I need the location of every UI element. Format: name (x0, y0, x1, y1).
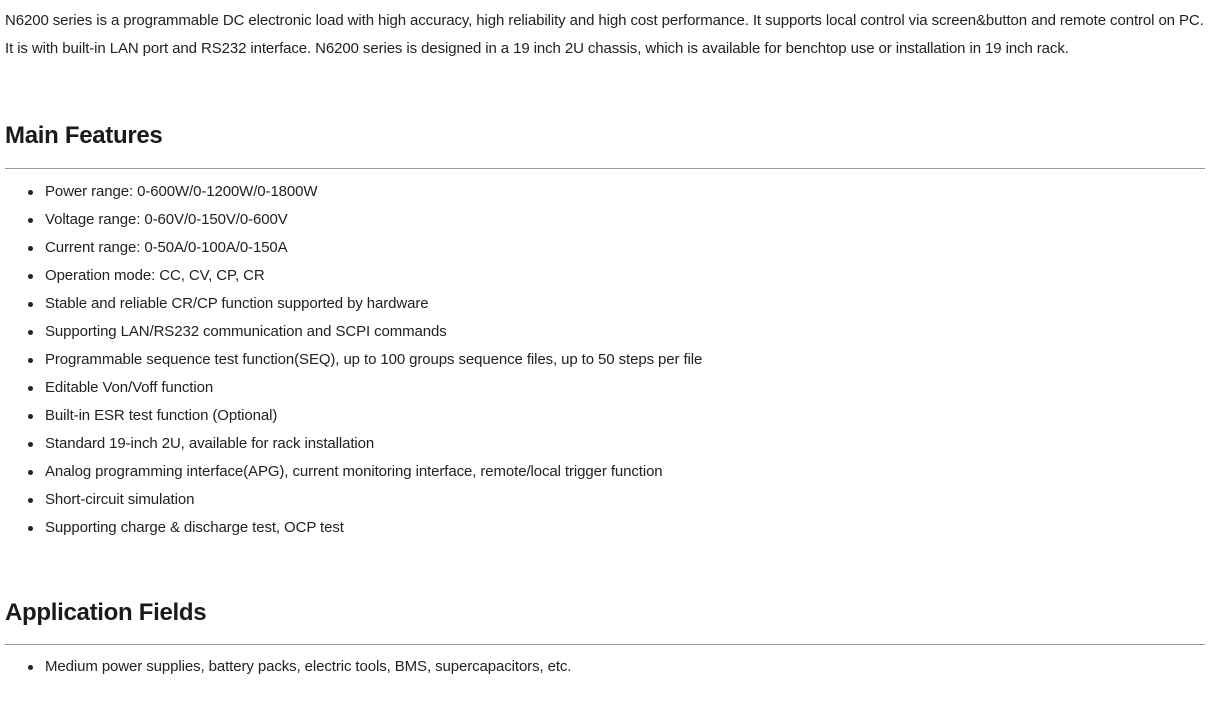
application-item-text: Medium power supplies, battery packs, electric tools, BMS, supercapacitors, etc. (45, 658, 572, 675)
bullet-icon (28, 246, 33, 251)
feature-item-text: Editable Von/Voff function (45, 379, 214, 396)
application-fields-divider (5, 644, 1205, 645)
feature-item-text: Analog programming interface(APG), current monitoring interface, remote/local trigger function (45, 463, 663, 480)
intro-paragraph: N6200 series is a programmable DC electronic load with high accuracy, high reliability and high cost performance. It supports local control via screen&button and remote control on PC. It is with built-in LAN port and RS232 interface. N6200 series is designed in a 19 inch 2U chassis, which is available for benchtop use or installation in 19 inch rack. (5, 12, 1204, 57)
bullet-icon (28, 218, 33, 223)
main-features-divider (5, 168, 1205, 169)
feature-item (5, 430, 1205, 458)
bullet-icon (28, 414, 33, 419)
feature-item-text: Supporting charge & discharge test, OCP test (45, 519, 344, 536)
feature-item (5, 514, 1205, 542)
feature-item (5, 402, 1205, 430)
feature-item (5, 318, 1205, 346)
feature-item (5, 262, 1205, 290)
bullet-icon (28, 442, 33, 447)
bullet-icon (28, 665, 33, 670)
bullet-icon (28, 526, 33, 531)
product-description (5, 7, 1205, 681)
application-item (5, 653, 1205, 681)
feature-item-text: Supporting LAN/RS232 communication and SCPI commands (45, 323, 447, 340)
feature-item (5, 346, 1205, 374)
bullet-icon (28, 302, 33, 307)
application-fields-heading: Application Fields (5, 599, 207, 626)
feature-item-text: Programmable sequence test function(SEQ), up to 100 groups sequence files, up to 50 steps per file (45, 351, 703, 368)
feature-item (5, 206, 1205, 234)
main-features-list (5, 178, 1205, 542)
feature-item-text: Stable and reliable CR/CP function supported by hardware (45, 295, 429, 312)
feature-item-text: Voltage range: 0-60V/0-150V/0-600V (45, 211, 288, 228)
feature-item-text: Short-circuit simulation (45, 491, 195, 508)
feature-item (5, 486, 1205, 514)
bullet-icon (28, 386, 33, 391)
bullet-icon (28, 470, 33, 475)
feature-item-text: Power range: 0-600W/0-1200W/0-1800W (45, 183, 318, 200)
feature-item (5, 178, 1205, 206)
bullet-icon (28, 358, 33, 363)
feature-item-text: Operation mode: CC, CV, CP, CR (45, 267, 265, 284)
bullet-icon (28, 330, 33, 335)
feature-item (5, 374, 1205, 402)
feature-item (5, 458, 1205, 486)
bullet-icon (28, 190, 33, 195)
main-features-heading: Main Features (5, 122, 163, 149)
feature-item (5, 234, 1205, 262)
feature-item-text: Built-in ESR test function (Optional) (45, 407, 278, 424)
bullet-icon (28, 498, 33, 503)
feature-item-text: Current range: 0-50A/0-100A/0-150A (45, 239, 288, 256)
feature-item (5, 290, 1205, 318)
application-fields-list (5, 653, 1205, 681)
bullet-icon (28, 274, 33, 279)
feature-item-text: Standard 19-inch 2U, available for rack installation (45, 435, 375, 452)
